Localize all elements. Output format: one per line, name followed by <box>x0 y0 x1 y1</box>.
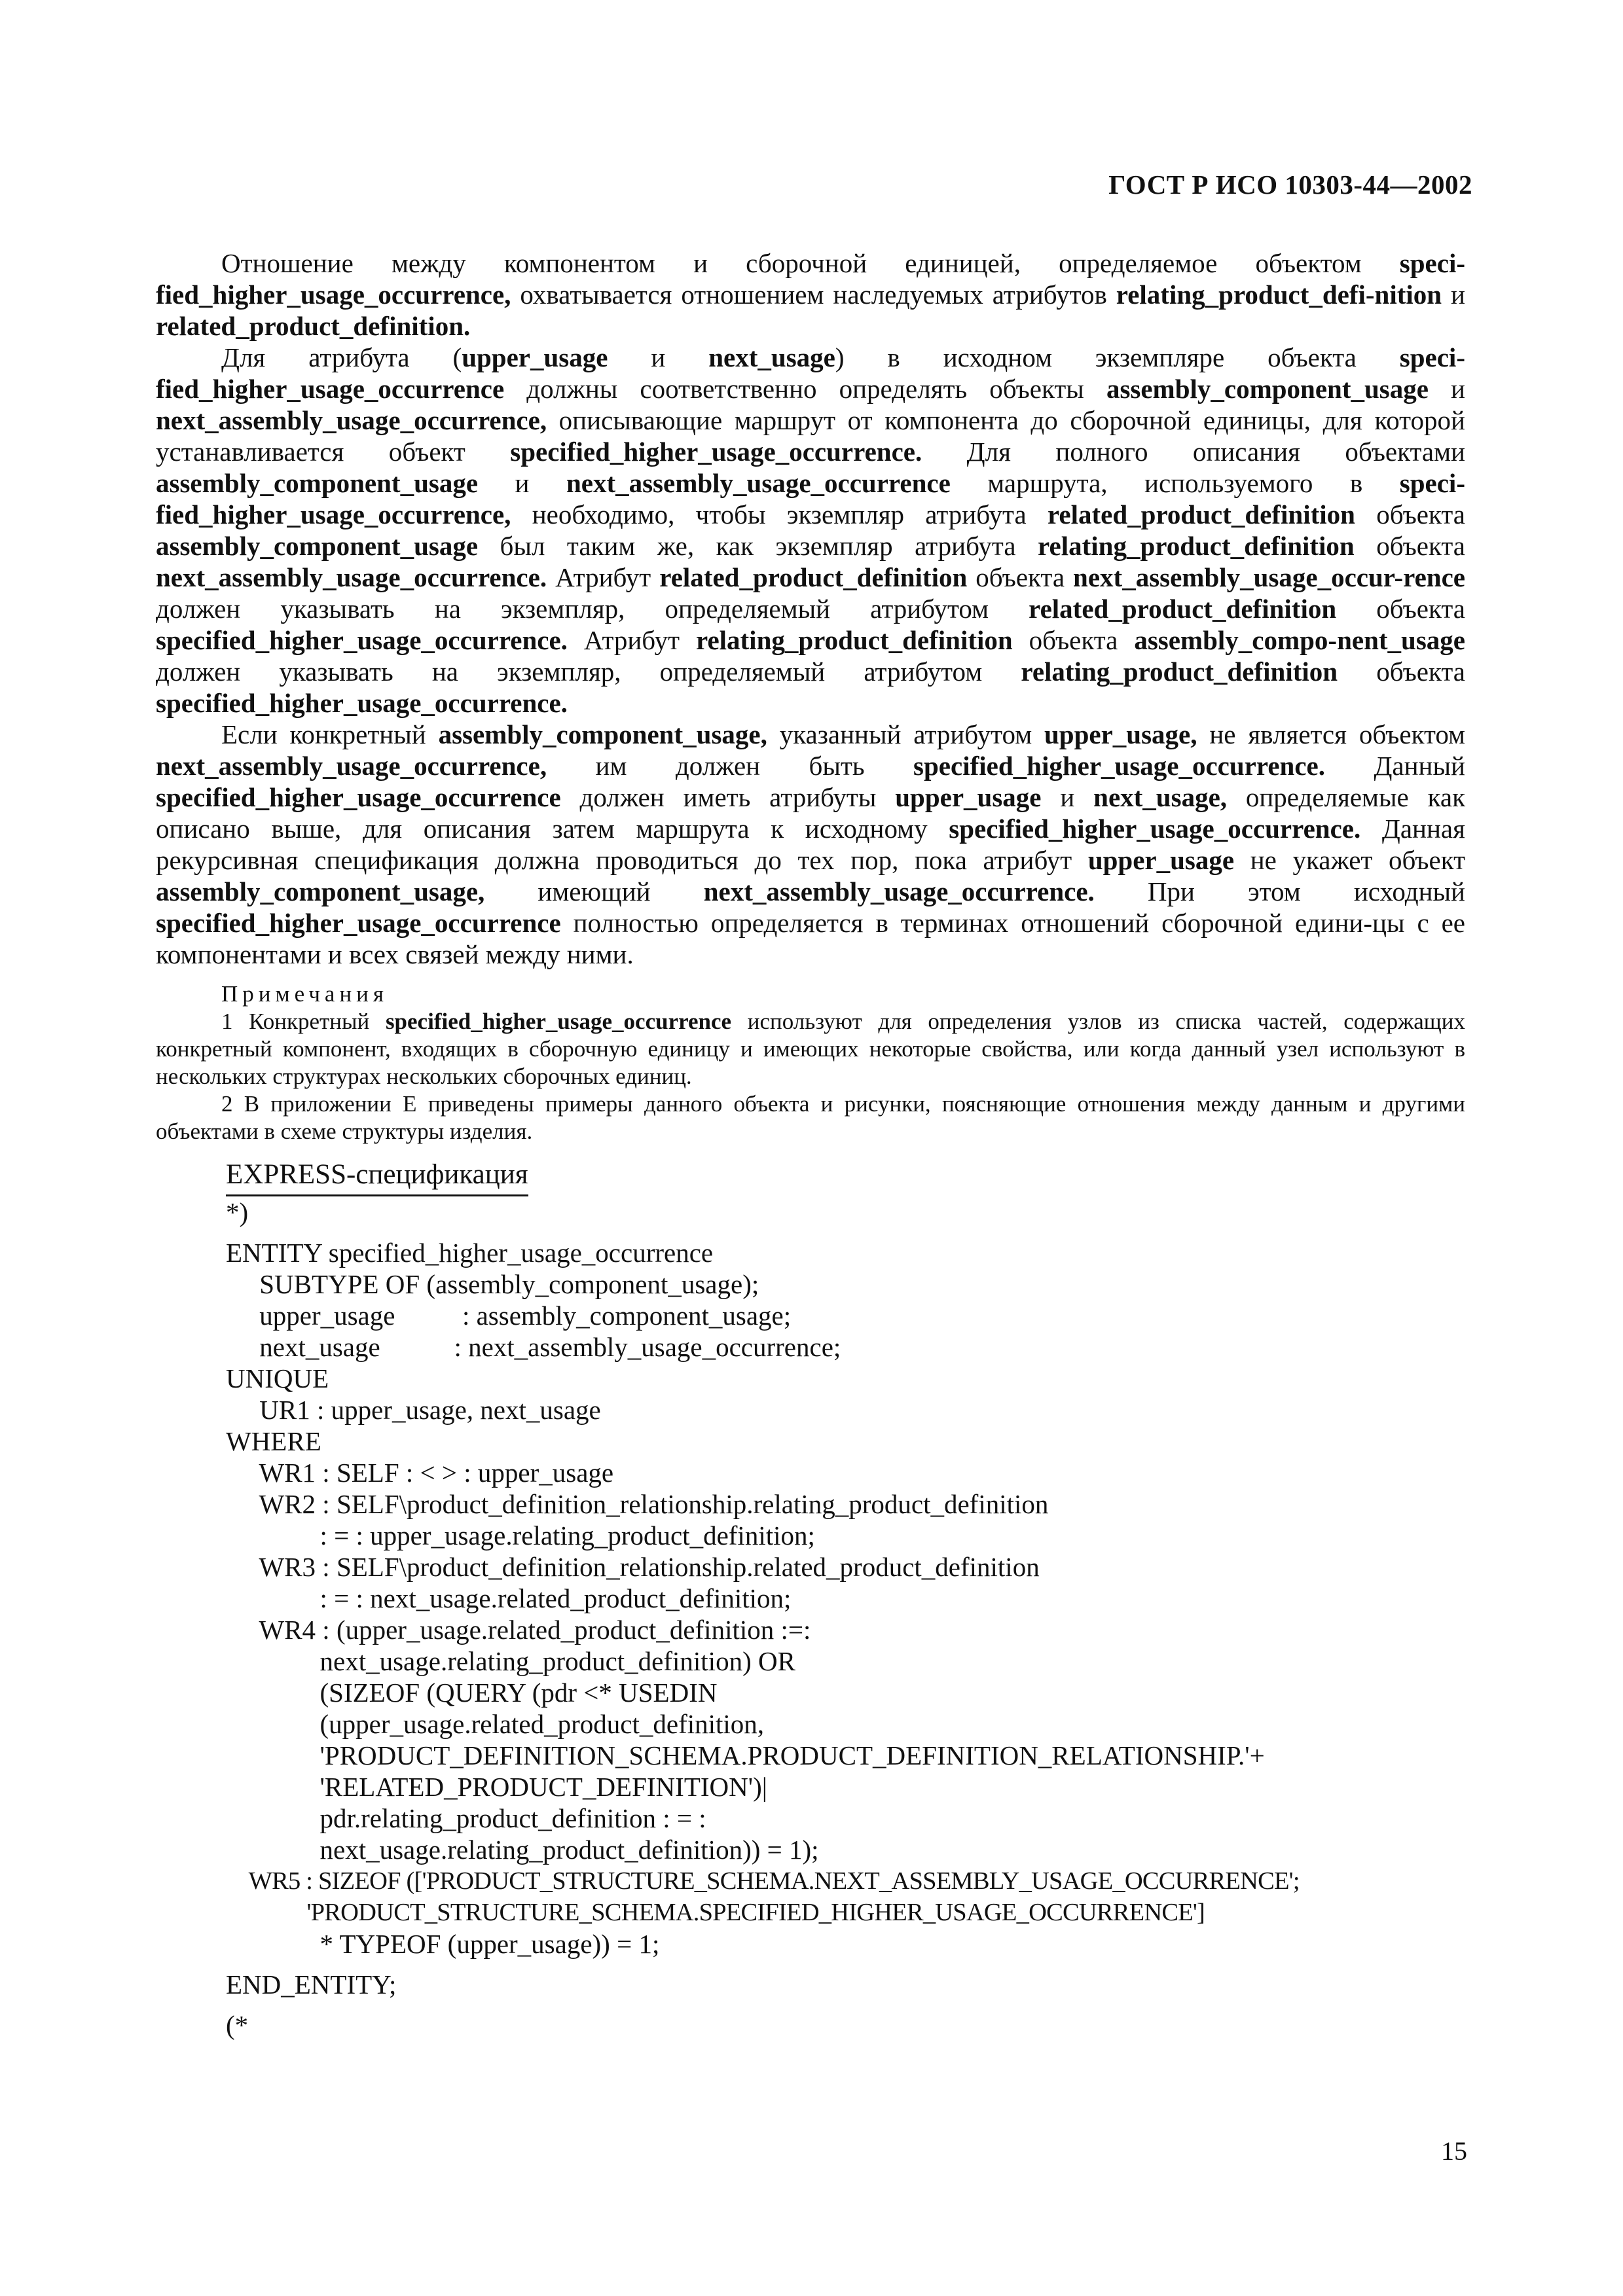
text-run: Для полного описания объектами <box>922 437 1465 467</box>
text-run: необходимо, чтобы экземпляр атрибута <box>511 499 1048 529</box>
text-run: определяемые как описано выше, для описания затем маршрута к исходному <box>156 782 1465 844</box>
term: upper_usage, <box>1044 719 1197 749</box>
text-run: должны соответственно определять объекты <box>504 374 1106 404</box>
term: relating_product_definition <box>695 625 1013 655</box>
code-line: next_usage.relating_product_definition) OR <box>226 1646 795 1676</box>
term: specified_higher_usage_occurrence. <box>156 625 568 655</box>
text-run: и <box>608 342 709 372</box>
text-run: не является объектом <box>1197 719 1465 749</box>
term: next_assembly_usage_occurrence. <box>703 876 1095 906</box>
term: speci-fied_higher_usage_occurrence <box>156 342 1465 404</box>
term: specified_higher_usage_occurrence. <box>510 437 922 467</box>
text-run: Если конкретный <box>221 719 439 749</box>
paragraph-3 <box>156 719 1465 970</box>
term: assembly_component_usage, <box>156 876 485 906</box>
code-line: upper_usage : assembly_component_usage; <box>226 1300 792 1331</box>
term: next_usage, <box>1093 782 1228 812</box>
code-line: (upper_usage.related_product_definition, <box>226 1709 765 1739</box>
code-line <box>226 2000 1529 2009</box>
code-line: WR4 : (upper_usage.related_product_definition :=: <box>226 1615 811 1645</box>
code-line: pdr.relating_product_definition : = : <box>226 1803 706 1833</box>
code-line: 'PRODUCT_DEFINITION_SCHEMA.PRODUCT_DEFINITION_RELATIONSHIP.'+ <box>226 1740 1265 1770</box>
term: related_product_definition <box>659 562 968 592</box>
term: relating_product_definition <box>1038 531 1355 561</box>
paragraph-2 <box>156 342 1465 719</box>
text-run: При этом исходный <box>1094 876 1466 906</box>
text-run: и <box>478 468 566 498</box>
text-run: должен указывать на экземпляр, определяемый атрибутом <box>156 656 1021 687</box>
text-run: Атрибут <box>567 625 696 655</box>
text-run: должен указывать на экземпляр, определяемый атрибутом <box>156 594 1029 624</box>
code-line: UR1 : upper_usage, next_usage <box>226 1395 601 1425</box>
code-line: WHERE <box>226 1426 321 1456</box>
term: specified_higher_usage_occurrence. <box>913 751 1325 781</box>
body-text <box>156 247 1465 970</box>
code-line: : = : next_usage.related_product_definition; <box>226 1583 792 1613</box>
code-line: * TYPEOF (upper_usage)) = 1; <box>226 1929 660 1959</box>
code-line: WR5 : SIZEOF (['PRODUCT_STRUCTURE_SCHEMA.NEXT_ASSEMBLY_USAGE_OCCURRENCE'; <box>226 1867 1300 1895</box>
text-run: указанный атрибутом <box>767 719 1044 749</box>
code-line: (SIZEOF (QUERY (pdr <* USEDIN <box>226 1677 718 1708</box>
text-run: описывающие маршрут от компонента до сборочной единицы, для которой устанавливается объект <box>156 405 1465 467</box>
text-run: не укажет объект <box>1234 845 1465 875</box>
code-line <box>226 1228 1529 1237</box>
text-run: ) в исходном экземпляре объекта <box>835 342 1400 372</box>
express-title: EXPRESS-спецификация <box>226 1159 528 1196</box>
term: next_assembly_usage_occurrence, <box>156 751 547 781</box>
code-line: 'RELATED_PRODUCT_DEFINITION')| <box>226 1772 767 1802</box>
term: upper_usage <box>1087 845 1235 875</box>
term: assembly_component_usage <box>156 531 479 561</box>
text-run: Отношение между компонентом и сборочной единицей, определяемое объектом <box>221 248 1400 278</box>
paragraph-1 <box>156 247 1465 342</box>
text-run: объекта <box>1354 531 1465 561</box>
code-line <box>226 1960 1529 1969</box>
term: assembly_component_usage, <box>438 719 767 749</box>
text-run: и <box>1041 782 1094 812</box>
term: next_assembly_usage_occurrence, <box>156 405 547 435</box>
code-line: END_ENTITY; <box>226 1969 397 2000</box>
text-run: 1 Конкретный <box>221 1009 386 1034</box>
text-run: полностью определяется в терминах отношений сборочной едини-цы с ее компонентами и всех связей между ними. <box>156 908 1465 969</box>
term: speci-fied_higher_usage_occurrence, <box>156 468 1465 529</box>
code-line: WR3 : SELF\product_definition_relationship.related_product_definition <box>226 1552 1040 1582</box>
text-run: имеющий <box>484 876 704 906</box>
term: specified_higher_usage_occurrence <box>156 908 561 938</box>
code-line: 'PRODUCT_STRUCTURE_SCHEMA.SPECIFIED_HIGHER_USAGE_OCCURRENCE'] <box>226 1899 1205 1926</box>
code-line: next_usage : next_assembly_usage_occurrence; <box>226 1332 841 1362</box>
express-specification <box>226 1158 1529 2041</box>
term: next_assembly_usage_occurrence. <box>156 562 547 592</box>
text-run: объекта <box>1355 499 1465 529</box>
code-line: (* <box>226 2010 249 2040</box>
term: next_assembly_usage_occurrence <box>566 468 951 498</box>
text-run: Данная рекурсивная спецификация должна проводиться до тех пор, пока атрибут <box>156 814 1465 875</box>
term: assembly_component_usage <box>156 468 479 498</box>
term: related_product_definition. <box>156 311 471 341</box>
term: specified_higher_usage_occurrence <box>156 782 561 812</box>
term: assembly_compo-nent_usage <box>1134 625 1465 655</box>
notes-title: Примечания <box>221 981 389 1007</box>
text-run: объекта <box>1336 594 1465 624</box>
text-run: и <box>1428 374 1465 404</box>
term: specified_higher_usage_occurrence. <box>949 814 1361 844</box>
text-run: должен иметь атрибуты <box>560 782 896 812</box>
text-run: используют для определения узлов из списка частей, содержащих конкретный компонент, входящих в сборочную единицу и имеющих некоторые свойства, или когда данный узел используют в нескольких структурах нескольких сборочных единиц. <box>156 1009 1465 1089</box>
text-run: объекта <box>1012 625 1135 655</box>
text-run: Атрибут <box>547 562 660 592</box>
standard-header: ГОСТ Р ИСО 10303-44—2002 <box>1108 170 1472 200</box>
text-run: 2 В приложении Е приведены примеры данного объекта и рисунки, поясняющие отношения между данным и другими объектами в схеме структуры изделия. <box>156 1091 1465 1144</box>
code-line: WR1 : SELF : < > : upper_usage <box>226 1458 614 1488</box>
code-line: UNIQUE <box>226 1363 329 1393</box>
note-1 <box>156 1008 1465 1090</box>
text-run: объекта <box>1338 656 1465 687</box>
text-run: и <box>1442 279 1465 310</box>
code-line: SUBTYPE OF (assembly_component_usage); <box>226 1269 759 1299</box>
note-2 <box>156 1090 1465 1145</box>
code-line: next_usage.relating_product_definition)) = 1); <box>226 1835 819 1865</box>
term: specified_higher_usage_occurrence. <box>156 688 568 718</box>
text-run: маршрута, используемого в <box>950 468 1400 498</box>
term: relating_product_definition <box>1021 656 1338 687</box>
term: upper_usage <box>895 782 1042 812</box>
text-run: Данный <box>1324 751 1465 781</box>
term: upper_usage <box>462 342 608 372</box>
text-run: был таким же, как экземпляр атрибута <box>478 531 1038 561</box>
text-run: объекта <box>967 562 1074 592</box>
term: next_assembly_usage_occur-rence <box>1073 562 1465 592</box>
notes-section <box>156 980 1465 1145</box>
code-line: : = : upper_usage.relating_product_definition; <box>226 1520 815 1551</box>
term: relating_product_defi-nition <box>1116 279 1442 310</box>
term: assembly_component_usage <box>1106 374 1429 404</box>
term: related_product_definition <box>1047 499 1355 529</box>
text-run: Для атрибута ( <box>221 342 462 372</box>
code-line: *) <box>226 1197 249 1227</box>
text-run: им должен быть <box>547 751 914 781</box>
term: speci-fied_higher_usage_occurrence, <box>156 248 1465 310</box>
text-run: охватывается отношением наследуемых атрибутов <box>511 279 1116 310</box>
term: related_product_definition <box>1029 594 1337 624</box>
term: next_usage <box>708 342 835 372</box>
express-code-block <box>226 1196 1529 2041</box>
code-line: WR2 : SELF\product_definition_relationship.relating_product_definition <box>226 1489 1049 1519</box>
code-line: ENTITY specified_higher_usage_occurrence <box>226 1238 714 1268</box>
term: specified_higher_usage_occurrence <box>385 1009 732 1034</box>
page-number: 15 <box>1441 2136 1467 2166</box>
